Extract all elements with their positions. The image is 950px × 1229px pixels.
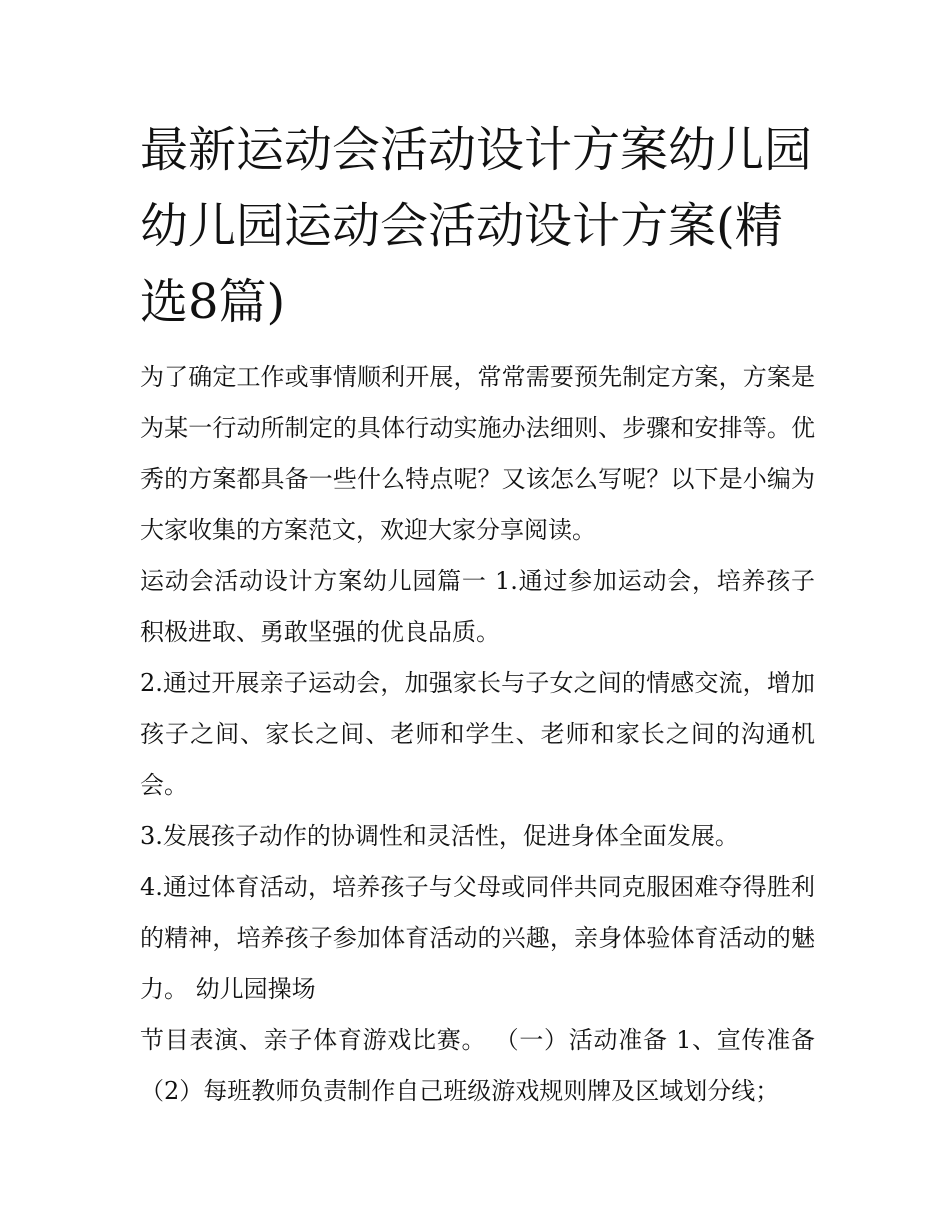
paragraph-intro: 为了确定工作或事情顺利开展，常常需要预先制定方案，方案是为某一行动所制定的具体行动实施办法细则、步骤和安排等。优秀的方案都具备一些什么特点呢？又该怎么写呢？以下是小编为大家收集的方案范文，欢迎大家分享阅读。	[140, 363, 815, 544]
paragraph-item-2: 2.通过开展亲子运动会，加强家长与子女之间的情感交流，增加孩子之间、家长之间、老师和学生、老师和家长之间的沟通机会。	[140, 669, 815, 799]
document-title: 最新运动会活动设计方案幼儿园 幼儿园运动会活动设计方案(精选8篇)	[140, 122, 813, 330]
paragraph-item-3: 3.发展孩子动作的协调性和灵活性，促进身体全面发展。	[140, 822, 739, 850]
paragraph-activity: 节目表演、亲子体育游戏比赛。 （一）活动准备 1、宣传准备（2）每班教师负责制作自己班级游戏规则牌及区域划分线；	[140, 1026, 815, 1105]
paragraph-article-one: 运动会活动设计方案幼儿园篇一 1.通过参加运动会，培养孩子积极进取、勇敢坚强的优良品质。	[140, 567, 815, 646]
document-page	[140, 112, 815, 1117]
paragraph-item-4: 4.通过体育活动，培养孩子与父母或同伴共同克服困难夺得胜利的精神，培养孩子参加体育活动的兴趣，亲身体验体育活动的魅力。 幼儿园操场	[140, 873, 815, 1003]
